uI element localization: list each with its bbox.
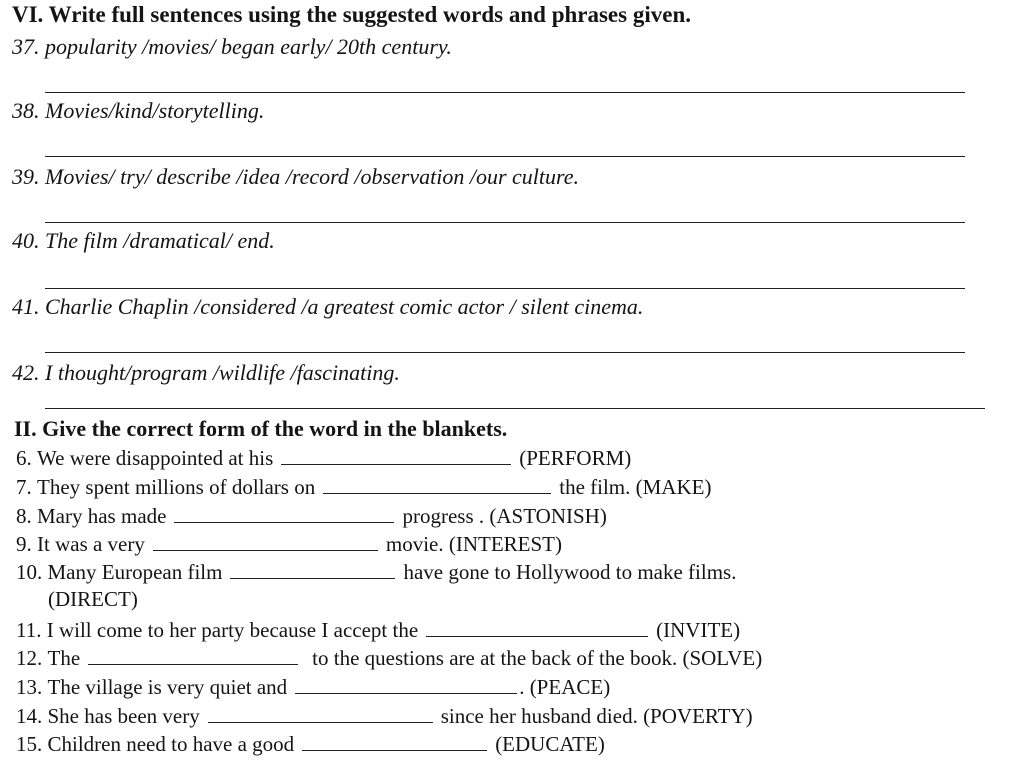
item-number: 8. <box>16 504 32 528</box>
question-41: 41. Charlie Chaplin /considered /a greatest comic actor / silent cinema. <box>12 294 644 319</box>
answer-blank[interactable] <box>174 504 394 523</box>
answer-line-41[interactable] <box>45 352 965 353</box>
answer-line-39[interactable] <box>45 222 965 223</box>
exercise-item-6 <box>16 446 631 471</box>
item-text-after: the film. (MAKE) <box>559 475 712 499</box>
exercise-item-8 <box>16 504 607 529</box>
answer-blank[interactable] <box>302 732 487 751</box>
item-text-before: Children need to have a good <box>47 732 295 756</box>
answer-blank[interactable] <box>153 532 378 551</box>
item-text-after: have gone to Hollywood to make films. <box>403 560 737 584</box>
exercise-item-14 <box>16 704 753 729</box>
answer-blank[interactable] <box>323 475 551 494</box>
item-number: 15. <box>16 732 43 756</box>
answer-line-37[interactable] <box>45 92 965 93</box>
section-vi-heading: VI. Write full sentences using the suggested words and phrases given. <box>12 2 691 27</box>
answer-blank[interactable] <box>230 560 395 579</box>
item-text-before: She has been very <box>47 704 200 728</box>
section-ii-heading: II. Give the correct form of the word in the blankets. <box>14 416 508 441</box>
item-text-before: We were disappointed at his <box>37 446 274 470</box>
exercise-item-11 <box>16 618 740 643</box>
item-text-before: Many European film <box>47 560 223 584</box>
question-38: 38. Movies/kind/storytelling. <box>12 98 265 123</box>
answer-blank[interactable] <box>281 446 511 465</box>
item-number: 12. <box>16 646 43 670</box>
question-40: 40. The film /dramatical/ end. <box>12 228 275 253</box>
exercise-item-15 <box>16 732 605 757</box>
item-number: 11. <box>16 618 42 642</box>
item-text-after: movie. (INTEREST) <box>385 532 563 556</box>
exercise-item-12 <box>16 646 762 671</box>
item-text-after: (INVITE) <box>656 618 741 642</box>
item-text-after: to the questions are at the back of the book. (SOLVE) <box>312 646 763 670</box>
item-number: 9. <box>16 532 32 556</box>
exercise-item-10 <box>16 560 736 585</box>
item-text-before: I will come to her party because I accept the <box>46 618 419 642</box>
item-text-after: (PERFORM) <box>519 446 632 470</box>
item-10-continuation: (DIRECT) <box>48 587 138 611</box>
exercise-item-9 <box>16 532 562 557</box>
item-number: 6. <box>16 446 32 470</box>
item-text-after: . (PEACE) <box>519 675 611 699</box>
answer-line-40[interactable] <box>45 288 965 289</box>
item-text-after: (EDUCATE) <box>495 732 605 756</box>
item-number: 13. <box>16 675 43 699</box>
item-text-before: It was a very <box>37 532 145 556</box>
item-number: 10. <box>16 560 43 584</box>
item-text-before: The <box>47 646 81 670</box>
answer-line-38[interactable] <box>45 156 965 157</box>
answer-blank[interactable] <box>208 704 433 723</box>
item-text-before: Mary has made <box>37 504 167 528</box>
item-number: 7. <box>16 475 32 499</box>
item-text-after: progress . (ASTONISH) <box>402 504 607 528</box>
question-37: 37. popularity /movies/ began early/ 20th century. <box>12 34 452 59</box>
item-number: 14. <box>16 704 43 728</box>
answer-line-42[interactable] <box>45 408 985 409</box>
item-text-after: since her husband died. (POVERTY) <box>440 704 753 728</box>
item-text-before: They spent millions of dollars on <box>37 475 316 499</box>
question-39: 39. Movies/ try/ describe /idea /record /observation /our culture. <box>12 164 580 189</box>
answer-blank[interactable] <box>295 675 517 694</box>
exercise-item-13 <box>16 675 610 700</box>
item-text-before: The village is very quiet and <box>47 675 288 699</box>
answer-blank[interactable] <box>426 618 648 637</box>
exercise-item-7 <box>16 475 711 500</box>
answer-blank[interactable] <box>88 646 298 665</box>
question-42: 42. I thought/program /wildlife /fascinating. <box>12 360 400 385</box>
